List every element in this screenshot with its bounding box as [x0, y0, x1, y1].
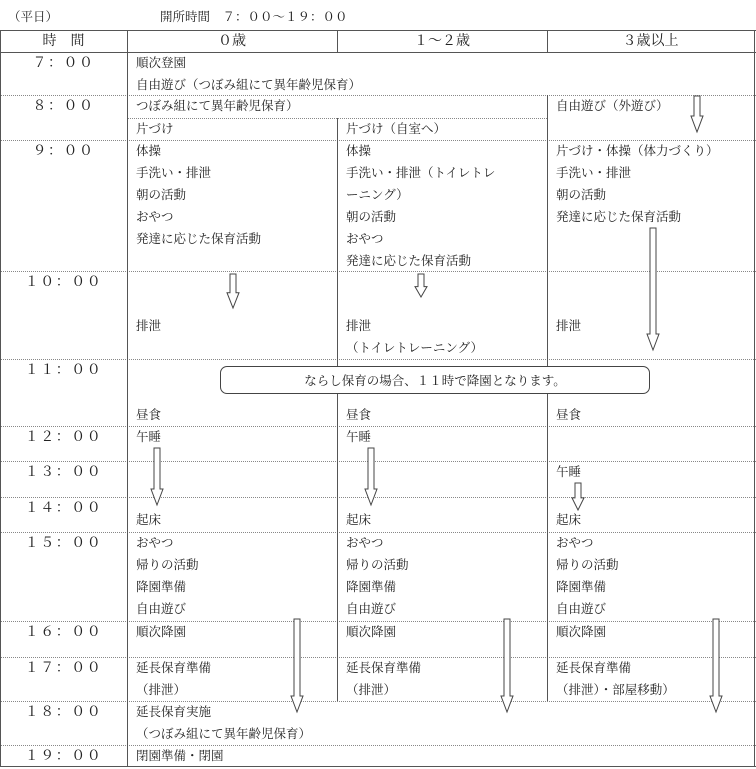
time-9: ９：００: [32, 143, 95, 159]
down-arrow-icon: [499, 619, 515, 712]
r9-age12-item: 手洗い・排泄（トイレトレ: [346, 165, 496, 180]
r9-age0-item: おやつ: [136, 209, 174, 224]
down-arrow-icon: [289, 619, 305, 712]
r17-age3-prep: 延長保育準備: [556, 660, 632, 675]
r16-age12-departure: 順次降園: [346, 624, 397, 639]
r12-age0-nap: 午睡: [136, 429, 162, 444]
r15-age3-item: 自由遊び: [556, 601, 607, 616]
r15-age3-item: 帰りの活動: [556, 557, 619, 572]
r15-age3-item: おやつ: [556, 535, 594, 550]
time-12: １２：００: [24, 429, 103, 445]
r17-age0-toilet: （排泄）: [136, 682, 187, 697]
time-19: １９：００: [24, 748, 103, 764]
col-border-b1: [547, 95, 548, 366]
down-arrow-icon: [413, 274, 429, 297]
r15-age12-item: 降園準備: [346, 579, 397, 594]
r16-age0-departure: 順次降園: [136, 624, 187, 639]
down-arrow-icon: [645, 228, 661, 350]
r15-age0-item: おやつ: [136, 535, 174, 550]
r10-age0-toilet: 排泄: [136, 318, 162, 333]
down-arrow-icon: [689, 96, 705, 132]
time-13: １３：００: [24, 464, 103, 480]
r8-mixed-age: つぼみ組にて異年齢児保育）: [136, 98, 299, 113]
r9-age0-item: 朝の活動: [136, 187, 187, 202]
trial-care-notice: ならし保育の場合、１１時で降園となります。: [220, 366, 650, 394]
opening-hours: 開所時間 ７：００～１９：００: [160, 9, 348, 24]
down-arrow-icon: [363, 448, 379, 505]
r7-free-play: 自由遊び（つぼみ組にて異年齢児保育）: [136, 77, 362, 92]
r15-age12-item: 帰りの活動: [346, 557, 409, 572]
time-column-border: [127, 30, 128, 767]
right-border: [754, 30, 755, 767]
r17-age12-toilet: （排泄）: [346, 682, 397, 697]
r14-age3-wake: 起床: [556, 512, 582, 527]
r8-age12-cleanup: 片づけ（自室へ）: [346, 121, 447, 136]
header-age3: ３歳以上: [622, 33, 679, 49]
r13-age3-nap: 午睡: [556, 464, 582, 479]
time-8: ８：００: [32, 98, 95, 114]
col-border-b2: [547, 394, 548, 701]
down-arrow-icon: [708, 619, 724, 712]
r9-age0-item: 体操: [136, 143, 162, 158]
r15-age12-item: 自由遊び: [346, 601, 397, 616]
r18-mixed-age: （つぼみ組にて異年齢児保育）: [136, 726, 312, 741]
r15-age0-item: 降園準備: [136, 579, 187, 594]
r15-age12-item: おやつ: [346, 535, 384, 550]
time-18: １８：００: [24, 704, 103, 720]
r9-age3-item: 手洗い・排泄: [556, 165, 632, 180]
r8-age3-outdoor: 自由遊び（外遊び）: [556, 98, 669, 113]
r11-age0-lunch: 昼食: [136, 407, 162, 422]
time-11: １１：００: [24, 362, 103, 378]
header-time: 時 間: [42, 33, 85, 49]
r10-age12-toilet: 排泄: [346, 318, 372, 333]
r9-age12-item: 体操: [346, 143, 372, 158]
r14-age12-wake: 起床: [346, 512, 372, 527]
r10-age12-training: （トイレトレーニング）: [346, 340, 484, 355]
r15-age0-item: 帰りの活動: [136, 557, 199, 572]
r11-age3-lunch: 昼食: [556, 407, 582, 422]
r18-extended-care: 延長保育実施: [136, 704, 212, 719]
r14-age0-wake: 起床: [136, 512, 162, 527]
header-age12: １～２歳: [414, 33, 470, 49]
weekday-label: （平日）: [8, 9, 59, 24]
r9-age12-item: おやつ: [346, 231, 384, 246]
time-17: １７：００: [24, 660, 103, 676]
r9-age12-item: 朝の活動: [346, 209, 397, 224]
r10-age3-toilet: 排泄: [556, 318, 582, 333]
r15-age0-item: 自由遊び: [136, 601, 187, 616]
r9-age12-item: ーニング）: [346, 187, 409, 202]
r9-age3-item: 片づけ・体操（体力づくり）: [556, 143, 719, 158]
col-border-a1: [337, 118, 338, 366]
down-arrow-icon: [570, 483, 586, 510]
r12-age12-nap: 午睡: [346, 429, 372, 444]
header-age0: ０歳: [218, 33, 246, 49]
r11-age12-lunch: 昼食: [346, 407, 372, 422]
r17-age0-prep: 延長保育準備: [136, 660, 212, 675]
down-arrow-icon: [149, 448, 165, 505]
r17-age12-prep: 延長保育準備: [346, 660, 422, 675]
r17-age3-toilet-move: （排泄）・部屋移動）: [556, 682, 675, 697]
r9-age3-item: 朝の活動: [556, 187, 607, 202]
time-16: １６：００: [24, 624, 103, 640]
time-14: １４：００: [24, 500, 103, 516]
time-7: ７：００: [32, 55, 95, 71]
r8-age0-cleanup: 片づけ: [136, 121, 174, 136]
r7-arrival: 順次登園: [136, 55, 187, 70]
r19-closing: 閉園準備・閉園: [136, 748, 224, 763]
r9-age0-item: 手洗い・排泄: [136, 165, 212, 180]
r9-age12-item: 発達に応じた保育活動: [346, 253, 472, 268]
down-arrow-icon: [225, 274, 241, 308]
col-border-a2: [337, 394, 338, 701]
time-10: １０：００: [24, 274, 103, 290]
time-15: １５：００: [24, 535, 103, 551]
r9-age0-item: 発達に応じた保育活動: [136, 231, 262, 246]
r16-age3-departure: 順次降園: [556, 624, 607, 639]
r15-age3-item: 降園準備: [556, 579, 607, 594]
r9-age3-item: 発達に応じた保育活動: [556, 209, 682, 224]
